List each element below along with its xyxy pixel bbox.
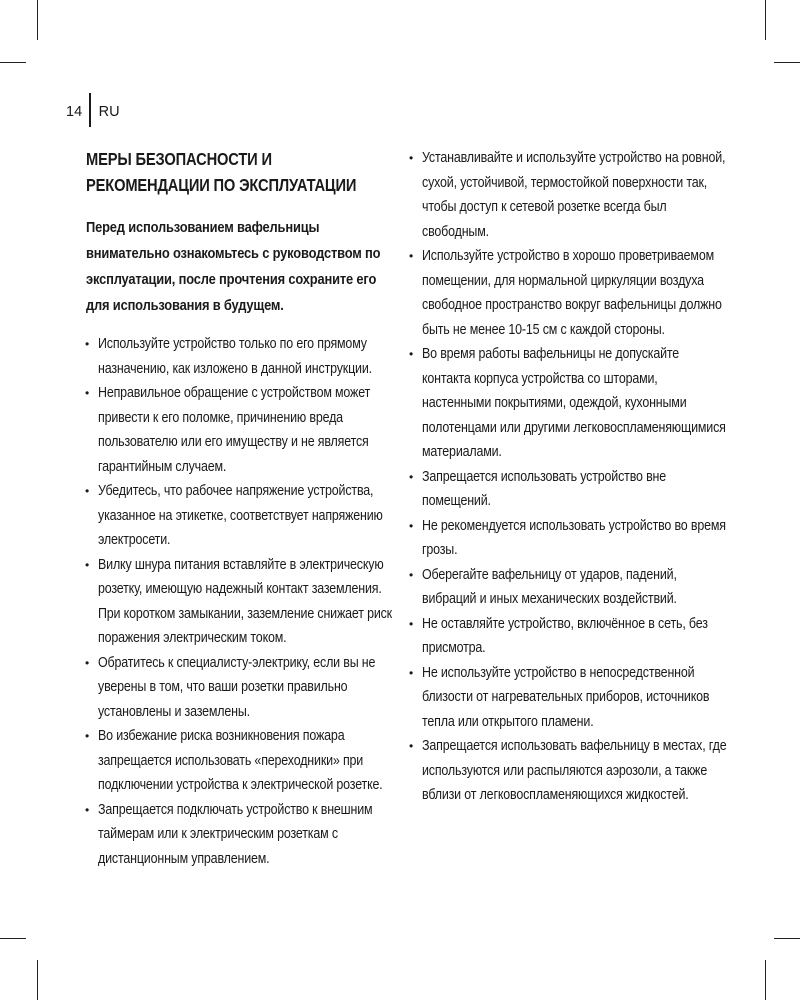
page-number-block	[66, 95, 120, 129]
bullet-text: Во время работы вафельницы не допускайте контакта корпуса устройства со шторами, настенными покрытиями, одеждой, кухонными полотенцами или другими легковоспламеняющимися материалами.	[422, 346, 726, 460]
page-language: RU	[98, 104, 120, 120]
left-bullet-list	[86, 332, 392, 871]
section-heading: МЕРЫ БЕЗОПАСНОСТИ И РЕКОМЕНДАЦИИ ПО ЭКСПЛУАТАЦИИ	[86, 149, 357, 195]
crop-mark	[0, 62, 26, 63]
bullet-text: Обратитесь к специалисту-электрику, если вы не уверены в том, что ваши розетки правильно установлены и заземлены.	[98, 654, 376, 720]
crop-mark	[774, 938, 800, 939]
crop-mark	[37, 0, 38, 40]
bullet-item	[409, 734, 727, 808]
bullet-text: Используйте устройство в хорошо проветриваемом помещении, для нормальной циркуляции воздуха свободное пространство вокруг вафельницы должно быть не менее 10-15 см с каждой стороны.	[422, 248, 722, 338]
bullet-marker: •	[409, 616, 414, 631]
bullet-marker: •	[409, 518, 414, 533]
bullet-marker: •	[409, 665, 414, 680]
bullet-item	[86, 651, 392, 725]
crop-mark	[765, 0, 766, 40]
bullet-marker: •	[85, 557, 90, 572]
bullet-marker: •	[85, 802, 90, 817]
bullet-item	[410, 612, 720, 661]
bullet-item	[86, 798, 392, 872]
bullet-marker: •	[409, 151, 414, 165]
right-column	[409, 146, 727, 808]
bullet-item	[86, 332, 392, 381]
bullet-marker: •	[409, 347, 414, 361]
bullet-text: Используйте устройство только по его прямому назначению, как изложено в данной инструкции.	[98, 336, 372, 377]
bullet-text: Не рекомендуется использовать устройство во время грозы.	[422, 517, 726, 558]
bullet-marker: •	[409, 469, 414, 484]
bullet-item	[410, 244, 720, 342]
bullet-item	[410, 465, 720, 514]
page-number: 14	[66, 104, 83, 120]
bullet-text: Не используйте устройство в непосредственной близости от нагревательных приборов, источников тепла или открытого пламени.	[422, 664, 710, 730]
bullet-text: Устанавливайте и используйте устройство на ровной, сухой, устойчивой, термостойкой поверхности так, чтобы доступ к сетевой розетке всегда был свободным.	[422, 150, 726, 240]
bullet-marker: •	[409, 567, 414, 582]
bullet-item	[86, 479, 392, 553]
bullet-item	[409, 514, 726, 563]
bullet-text: Оберегайте вафельницу от ударов, падений, вибраций и иных механических воздействий.	[422, 566, 677, 607]
crop-mark	[37, 960, 38, 1000]
bullet-text: Запрещается использовать устройство вне помещений.	[422, 468, 666, 509]
bullet-marker: •	[409, 739, 414, 753]
bullet-text: Запрещается использовать вафельницу в местах, где используются или распыляются аэрозоли, а также вблизи от легковоспламеняющихся жидкостей.	[422, 738, 727, 803]
left-column	[86, 146, 392, 871]
bullet-marker: •	[85, 729, 90, 743]
crop-mark	[0, 938, 26, 939]
bullet-text: Во избежание риска возникновения пожара запрещается использовать «переходники» при подключении устройства к электрической розетке.	[98, 728, 383, 793]
bullet-item	[409, 146, 726, 244]
bullet-text: Вилку шнура питания вставляйте в электрическую розетку, имеющую надежный контакт заземления. При коротком замыкании, заземление снижает риск поражения электрическим током.	[98, 556, 392, 646]
crop-mark	[774, 62, 800, 63]
bullet-item	[410, 563, 720, 612]
bullet-item	[409, 342, 726, 465]
bullet-text: Не оставляйте устройство, включённое в сеть, без присмотра.	[422, 615, 708, 656]
page-number-divider	[89, 93, 91, 127]
bullet-text: Убедитесь, что рабочее напряжение устройства, указанное на этикетке, соответствует напряжению электросети.	[98, 483, 383, 548]
bullet-marker: •	[409, 249, 414, 263]
bullet-marker: •	[85, 484, 90, 498]
bullet-marker: •	[85, 655, 90, 670]
bullet-item	[86, 724, 392, 798]
crop-mark	[765, 960, 766, 1000]
bullet-text: Запрещается подключать устройство к внешним таймерам или к электрическим розеткам с дистанционным управлением.	[98, 801, 373, 867]
bullet-item	[86, 553, 392, 651]
bullet-marker: •	[85, 337, 90, 351]
intro-paragraph: Перед использованием вафельницы внимательно ознакомьтесь с руководством по эксплуатации, после прочтения сохраните его для использования в будущем.	[86, 219, 381, 314]
bullet-text: Неправильное обращение с устройством может привести к его поломке, причинению вреда пользователю или его имуществу и не является гарантийным случаем.	[98, 385, 371, 475]
right-bullet-list	[409, 146, 727, 808]
bullet-item	[86, 381, 392, 479]
bullet-item	[410, 661, 720, 735]
bullet-marker: •	[85, 386, 90, 400]
